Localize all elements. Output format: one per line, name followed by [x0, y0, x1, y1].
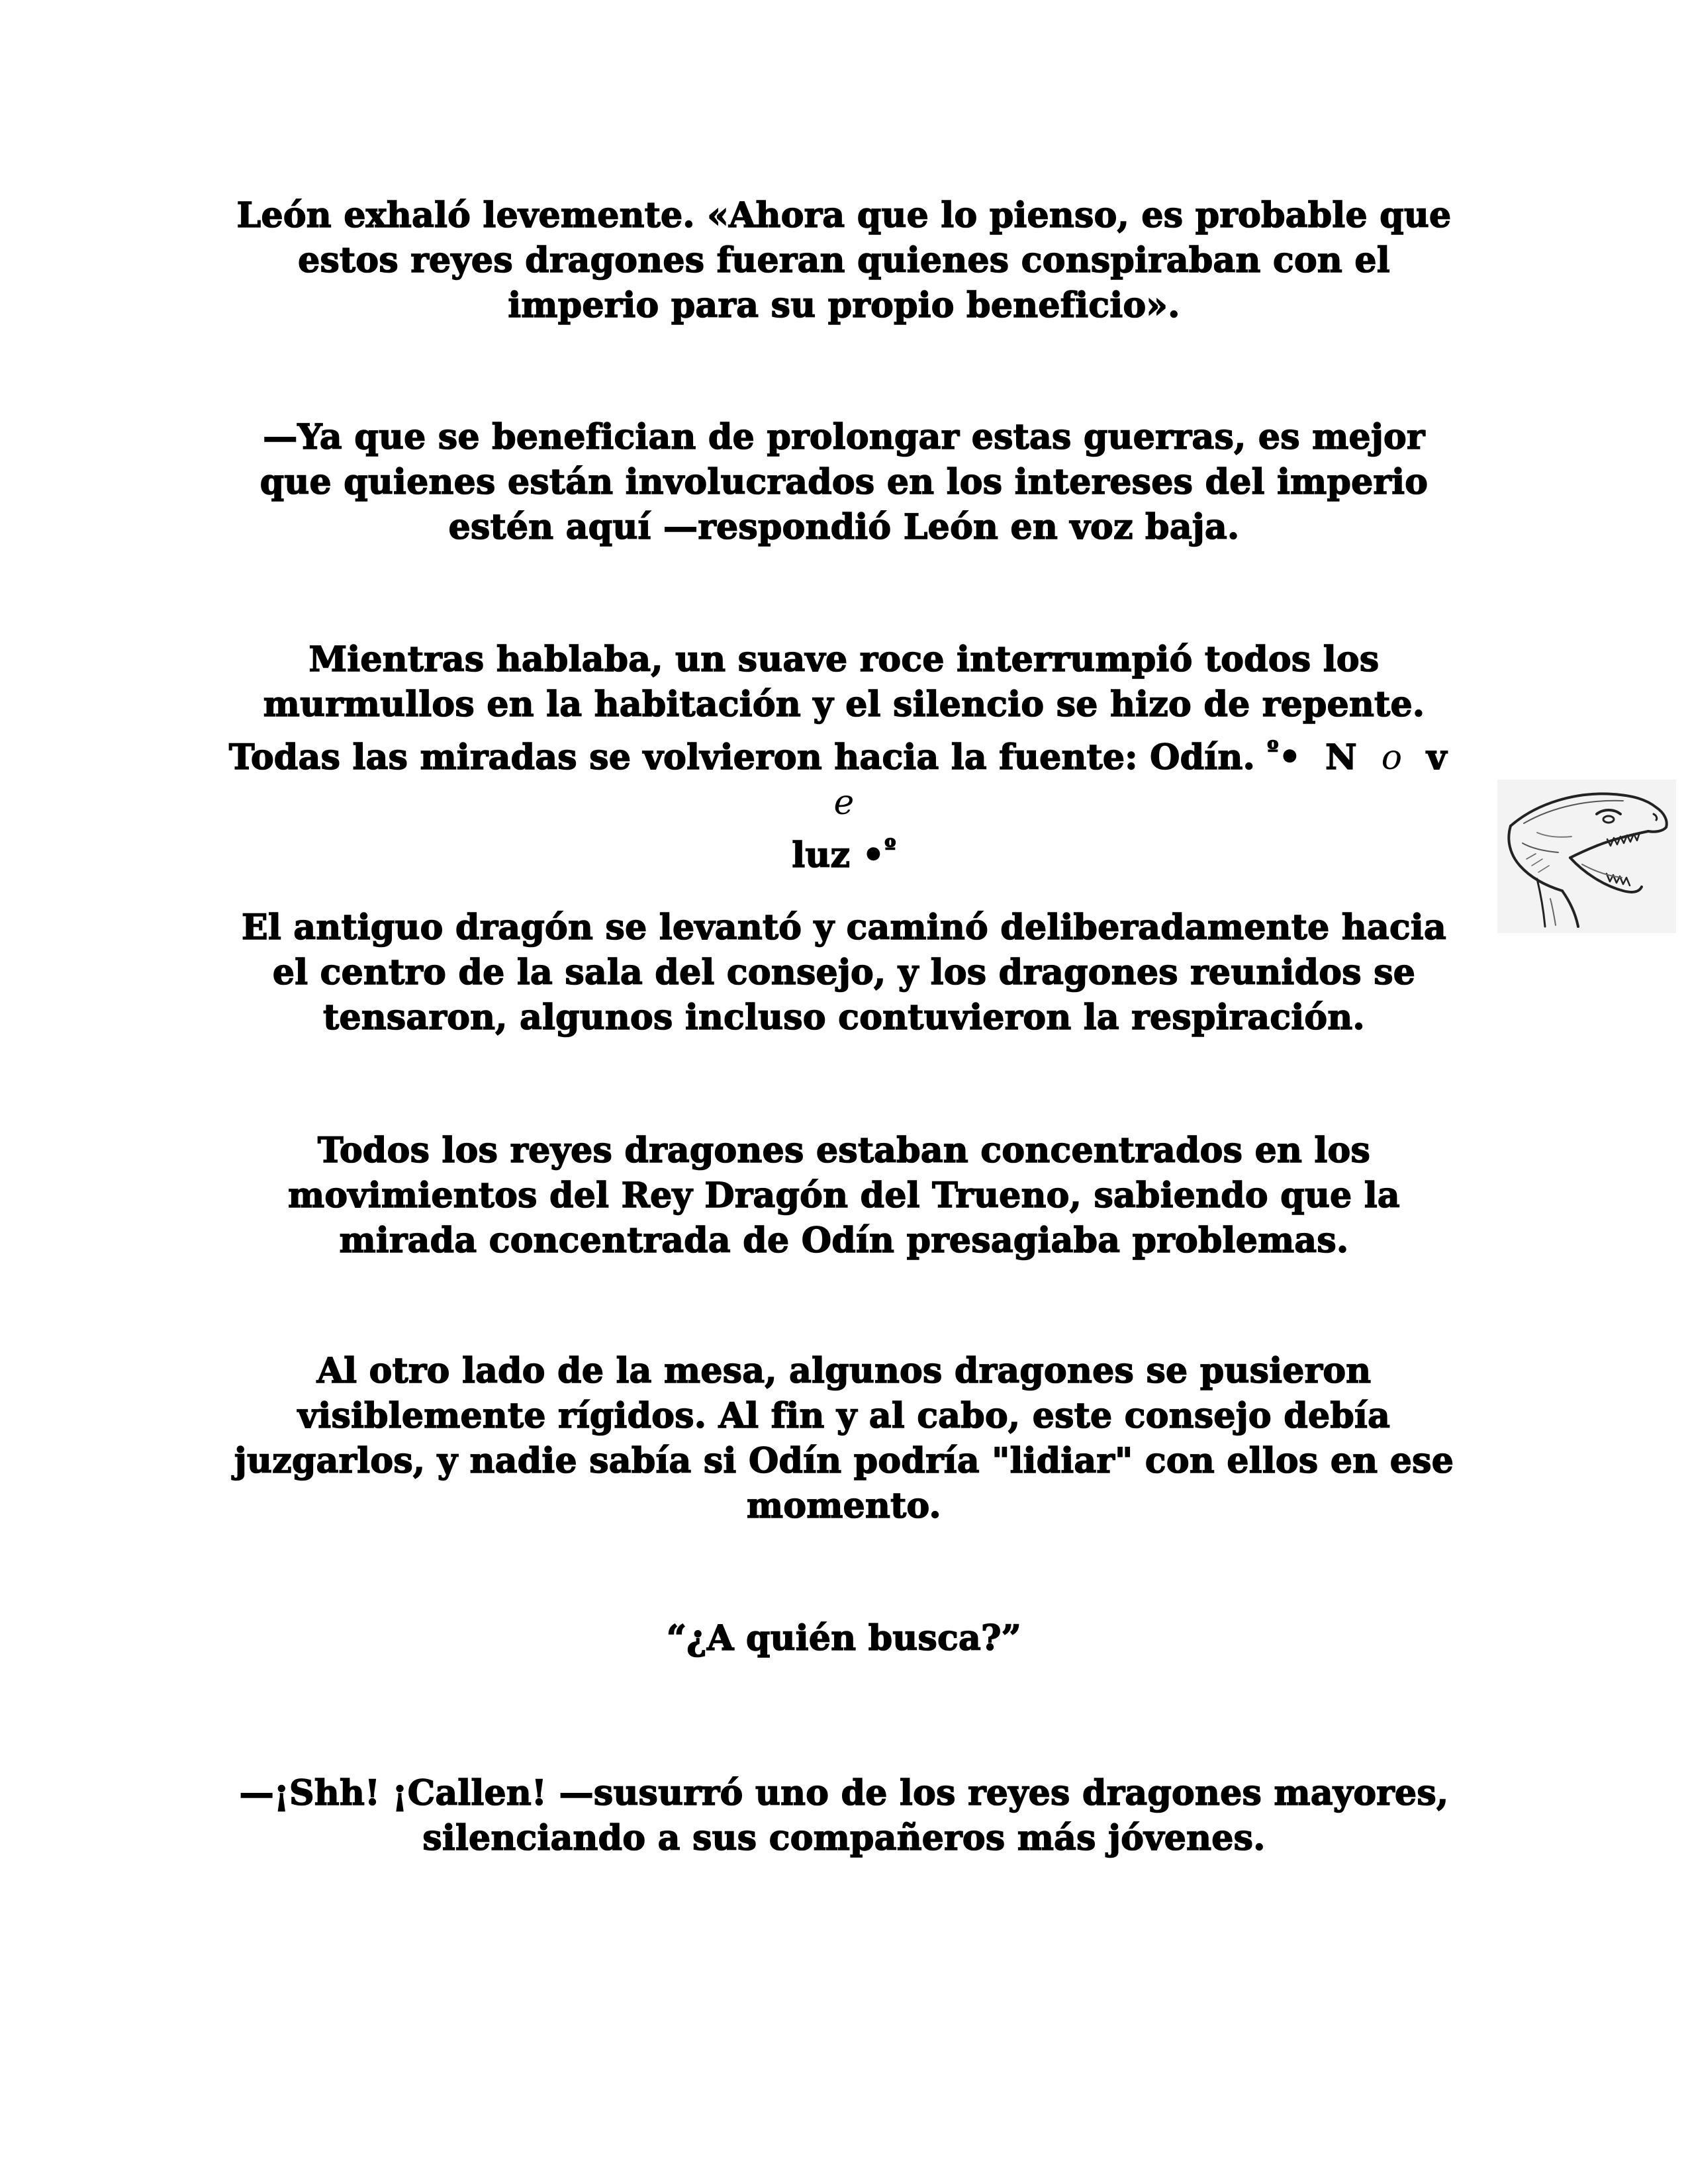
watermark-degree-1: º — [1267, 737, 1279, 763]
paragraph-4: El antiguo dragón se levantó y caminó deliberadamente hacia el centro de la sala del consejo, y los dragones reunidos se tensaron, algunos incluso contuvieron la respiración. — [242, 907, 1446, 1038]
paragraph-8: —¡Shh! ¡Callen! —susurró uno de los reyes dragones mayores, silenciando a sus compañeros más jóvenes. — [239, 1773, 1449, 1858]
paragraph-1: León exhaló levemente. «Ahora que lo pienso, es probable que estos reyes dragones fueran quienes conspiraban con el imperio para su propio beneficio». — [236, 195, 1452, 326]
watermark-letter-n: N — [1325, 737, 1357, 778]
paragraph-3 — [225, 637, 1463, 878]
paragraph-6: Al otro lado de la mesa, algunos dragones se pusieron visiblemente rígidos. Al fin y al cabo, este consejo debía juzgarlos, y nadie sabía si Odín podría "lidiar" con ellos en ese momento. — [234, 1351, 1454, 1526]
paragraph-3-text: Mientras hablaba, un suave roce interrumpió todos los murmullos en la habitación y el silencio se hizo de repente. Todas las miradas se volvieron hacia la fuente: Odín. — [228, 639, 1425, 778]
paragraph-5: Todos los reyes dragones estaban concentrados en los movimientos del Rey Dragón del Trueno, sabiendo que la mirada concentrada de Odín presagiaba problemas. — [288, 1130, 1400, 1261]
watermark-letter-o: o — [1381, 738, 1403, 778]
watermark-letter-e: e — [833, 783, 855, 823]
watermark-letter-v: v — [1427, 737, 1447, 778]
watermark-degree-2: º — [884, 835, 896, 861]
dinosaur-head-sketch-icon — [1497, 780, 1676, 933]
watermark-bullet-1: • — [1278, 737, 1301, 778]
paragraph-2: —Ya que se benefician de prolongar estas guerras, es mejor que quienes están involucrados en los intereses del imperio estén aquí —respondió León en voz baja. — [259, 417, 1429, 547]
watermark-word-luz: luz — [792, 835, 851, 876]
watermark-bullet-2: • — [862, 835, 885, 876]
paragraph-7: “¿A quién busca?” — [666, 1618, 1022, 1659]
